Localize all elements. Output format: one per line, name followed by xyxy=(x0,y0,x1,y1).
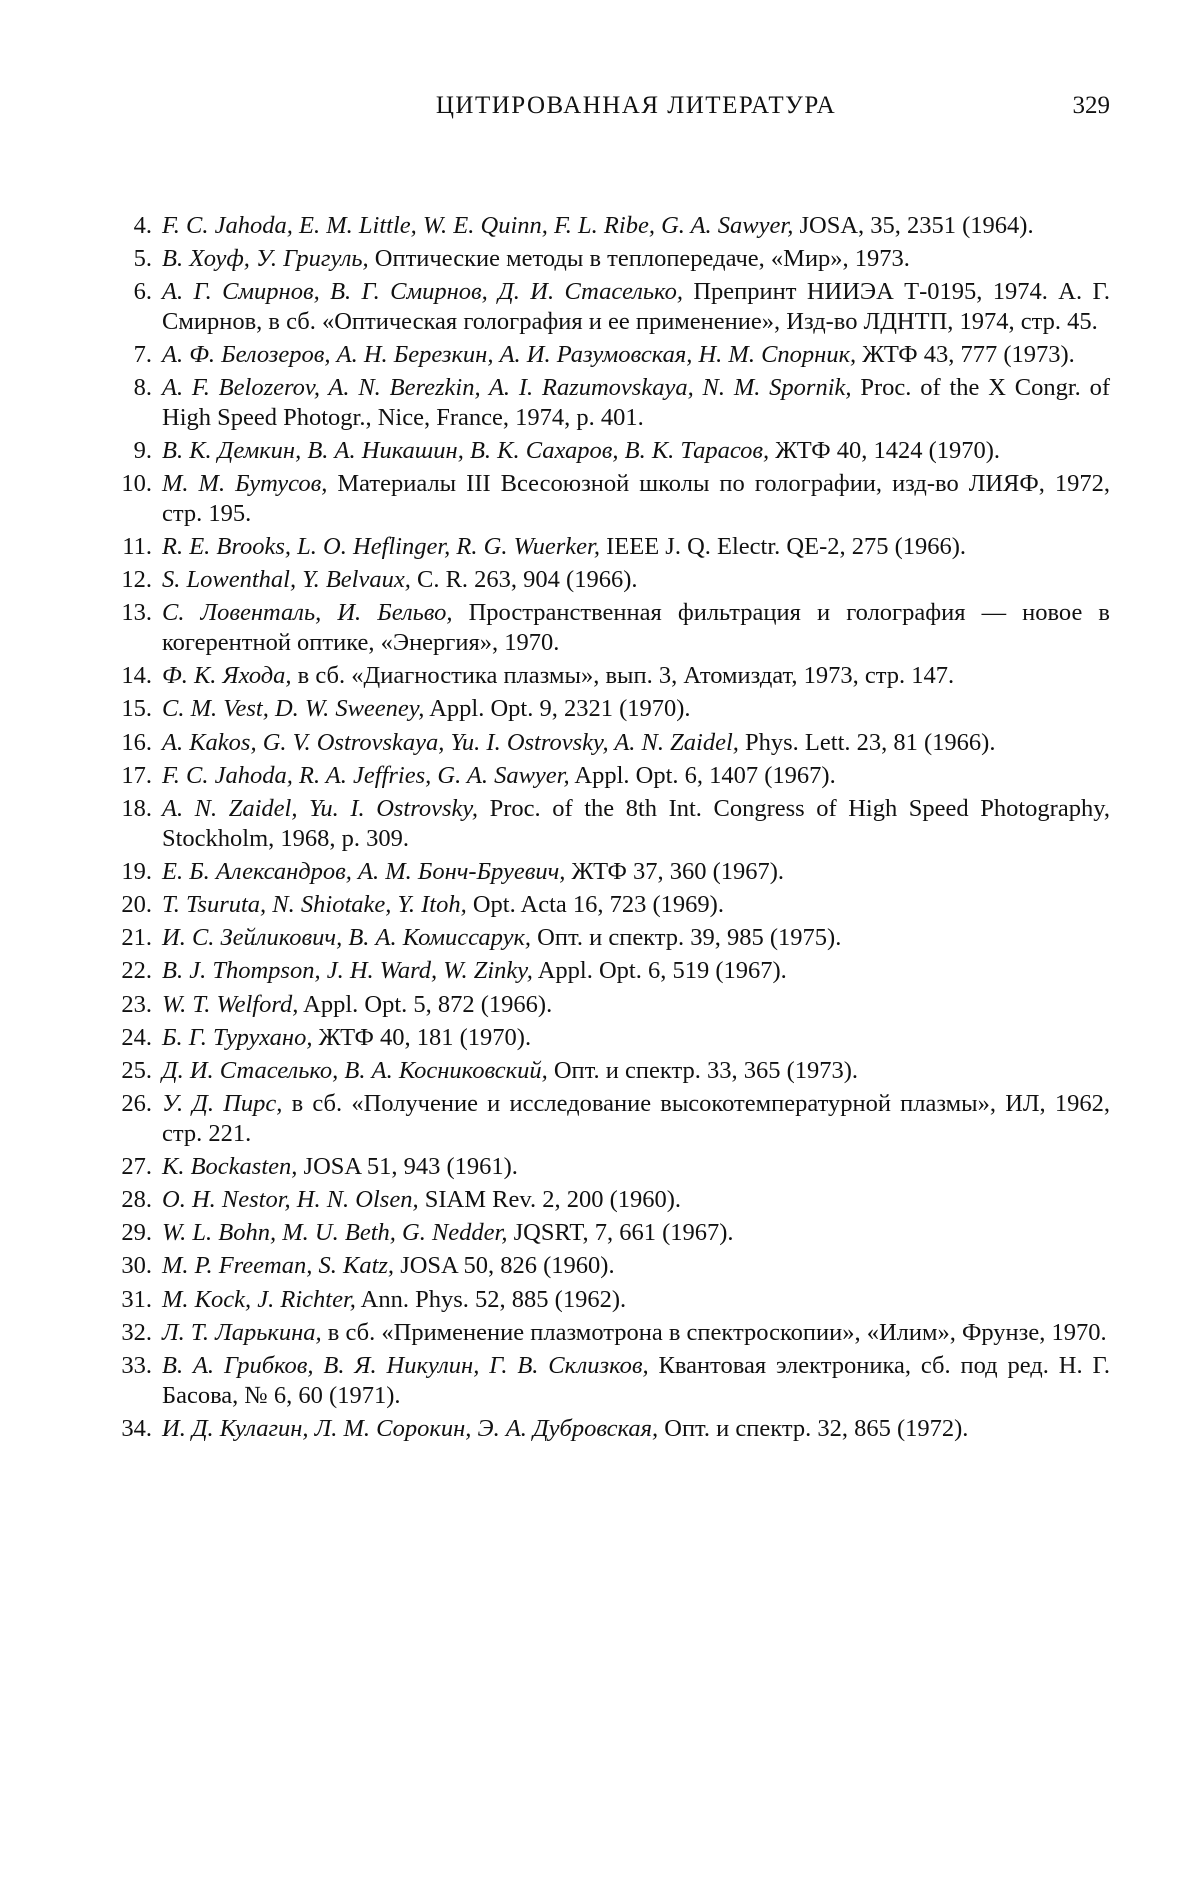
reference-number: 24. xyxy=(121,1023,152,1051)
reference-number: 19. xyxy=(121,857,152,885)
reference-source: ЖТФ 43, 777 (1973). xyxy=(856,341,1075,369)
reference-source: Препринт НИИЭА Т-0195, 1974. А. Г. Смирнов, в сб. «Оптическая голография и ее применение», Изд-во ЛДНТП, 1974, стр. 45. xyxy=(162,278,1110,335)
page-number: 329 xyxy=(1072,92,1110,119)
reference-authors: S. Lowenthal, Y. Belvaux, xyxy=(162,566,411,594)
reference-authors: A. Kakos, G. V. Ostrovskaya, Yu. I. Ostrovsky, A. N. Zaidel, xyxy=(162,728,739,756)
reference-text xyxy=(162,662,954,689)
reference-item xyxy=(100,1056,1110,1086)
reference-authors: С. Ловенталь, И. Бельво, xyxy=(162,599,453,627)
reference-text xyxy=(162,212,1034,239)
reference-item xyxy=(100,469,1110,528)
reference-number: 16. xyxy=(121,728,152,756)
reference-text xyxy=(162,341,1075,368)
reference-number: 6. xyxy=(133,278,152,306)
reference-item xyxy=(100,990,1110,1020)
reference-item xyxy=(100,565,1110,595)
reference-item xyxy=(100,1218,1110,1248)
reference-number: 9. xyxy=(133,437,152,465)
reference-text xyxy=(162,762,836,789)
reference-number: 4. xyxy=(133,212,152,239)
reference-list xyxy=(100,211,1110,1447)
reference-item xyxy=(100,436,1110,466)
reference-text xyxy=(162,533,966,560)
reference-text xyxy=(162,924,841,951)
reference-text xyxy=(162,795,1110,852)
reference-authors: A. F. Belozerov, A. N. Berezkin, A. I. Razumovskaya, N. M. Spornik, xyxy=(162,374,852,402)
reference-item xyxy=(100,277,1110,336)
reference-authors: Ф. К. Яхода, xyxy=(162,662,292,690)
reference-source: C. R. 263, 904 (1966). xyxy=(410,566,638,594)
reference-source: Appl. Opt. 9, 2321 (1970). xyxy=(424,695,691,723)
reference-authors: И. Д. Кулагин, Л. М. Сорокин, Э. А. Дубровская, xyxy=(162,1414,659,1442)
reference-text xyxy=(162,1153,518,1180)
reference-authors: T. Tsuruta, N. Shiotake, Y. Itoh, xyxy=(162,890,467,918)
reference-source: Квантовая электроника, сб. под ред. Н. Г. Басова, № 6, 60 (1971). xyxy=(162,1352,1110,1409)
reference-number: 5. xyxy=(133,245,152,273)
reference-number: 28. xyxy=(121,1186,152,1214)
reference-item xyxy=(100,1318,1110,1348)
reference-source: в сб. «Диагностика плазмы», вып. 3, Атомиздат, 1973, стр. 147. xyxy=(291,662,955,690)
reference-item xyxy=(100,694,1110,724)
reference-number: 18. xyxy=(121,795,152,822)
reference-text xyxy=(162,695,691,722)
reference-text xyxy=(162,599,1110,656)
reference-item xyxy=(100,1185,1110,1215)
reference-item xyxy=(100,1251,1110,1281)
reference-text xyxy=(162,1219,734,1246)
reference-item xyxy=(100,794,1110,853)
reference-authors: Б. Г. Турухано, xyxy=(162,1023,313,1051)
reference-number: 12. xyxy=(121,566,152,594)
reference-number: 15. xyxy=(121,695,152,723)
reference-source: Опт. и спектр. 33, 365 (1973). xyxy=(547,1056,859,1084)
reference-item xyxy=(100,661,1110,691)
reference-authors: M. Kock, J. Richter, xyxy=(162,1285,356,1313)
reference-number: 32. xyxy=(121,1318,152,1346)
reference-number: 33. xyxy=(121,1352,152,1379)
reference-source: IEEE J. Q. Electr. QE-2, 275 (1966). xyxy=(600,533,967,561)
reference-number: 31. xyxy=(121,1285,152,1313)
reference-item xyxy=(100,956,1110,986)
reference-text xyxy=(162,1352,1110,1409)
reference-item xyxy=(100,761,1110,791)
reference-source: Proc. of the X Congr. of High Speed Photogr., Nice, France, 1974, p. 401. xyxy=(162,374,1110,431)
reference-source: SIAM Rev. 2, 200 (1960). xyxy=(418,1186,682,1214)
reference-item xyxy=(100,1152,1110,1182)
reference-number: 25. xyxy=(121,1056,152,1084)
reference-text xyxy=(162,374,1110,431)
reference-authors: O. H. Nestor, H. N. Olsen, xyxy=(162,1186,419,1214)
reference-item xyxy=(100,728,1110,758)
reference-number: 14. xyxy=(121,662,152,690)
reference-source: JOSA, 35, 2351 (1964). xyxy=(793,212,1034,239)
reference-authors: W. T. Welford, xyxy=(162,990,299,1018)
reference-authors: A. N. Zaidel, Yu. I. Ostrovsky, xyxy=(162,795,479,822)
reference-source: Phys. Lett. 23, 81 (1966). xyxy=(738,728,996,756)
reference-text xyxy=(162,1252,615,1279)
reference-text xyxy=(162,891,724,918)
reference-authors: А. Г. Смирнов, В. Г. Смирнов, Д. И. Стаселько, xyxy=(162,278,683,306)
reference-source: в сб. «Применение плазмотрона в спектроскопии», «Илим», Фрунзе, 1970. xyxy=(321,1318,1107,1346)
reference-item xyxy=(100,244,1110,274)
reference-source: Appl. Opt. 5, 872 (1966). xyxy=(298,990,553,1018)
reference-source: JQSRT, 7, 661 (1967). xyxy=(507,1219,734,1247)
reference-text xyxy=(162,1090,1110,1147)
reference-text xyxy=(162,957,787,984)
reference-authors: Л. Т. Ларькина, xyxy=(162,1318,322,1346)
reference-authors: W. L. Bohn, M. U. Beth, G. Nedder, xyxy=(162,1219,508,1247)
reference-authors: R. E. Brooks, L. O. Heflinger, R. G. Wuerker, xyxy=(162,533,600,561)
reference-text xyxy=(162,566,637,593)
reference-authors: У. Д. Пирс, xyxy=(162,1090,283,1118)
reference-authors: F. C. Jahoda, E. M. Little, W. E. Quinn, F. L. Ribe, G. A. Sawyer, xyxy=(162,212,794,239)
page-header xyxy=(162,92,1110,128)
reference-number: 21. xyxy=(121,924,152,952)
reference-item xyxy=(100,857,1110,887)
reference-number: 29. xyxy=(121,1219,152,1247)
reference-text xyxy=(162,470,1110,527)
reference-text xyxy=(162,1024,531,1051)
reference-item xyxy=(100,923,1110,953)
reference-source: Опт. и спектр. 32, 865 (1972). xyxy=(658,1414,969,1442)
reference-item xyxy=(100,340,1110,370)
reference-item xyxy=(100,211,1110,241)
reference-text xyxy=(162,1286,626,1313)
reference-authors: Е. Б. Александров, А. М. Бонч-Бруевич, xyxy=(162,857,566,885)
reference-authors: В. К. Демкин, В. А. Никашин, В. К. Сахаров, В. К. Тарасов, xyxy=(162,437,770,465)
reference-source: JOSA 51, 943 (1961). xyxy=(297,1152,518,1180)
reference-number: 30. xyxy=(121,1252,152,1280)
reference-item xyxy=(100,1023,1110,1053)
reference-number: 7. xyxy=(133,341,152,369)
reference-authors: А. Ф. Белозеров, А. Н. Березкин, А. И. Разумовская, Н. М. Спорник, xyxy=(162,341,857,369)
reference-item xyxy=(100,890,1110,920)
reference-authors: Д. И. Стаселько, В. А. Косниковский, xyxy=(162,1056,548,1084)
reference-item xyxy=(100,1351,1110,1410)
reference-source: Appl. Opt. 6, 519 (1967). xyxy=(532,957,787,985)
reference-source: Proc. of the 8th Int. Congress of High Speed Photography, Stockholm, 1968, p. 309. xyxy=(162,795,1110,852)
reference-text xyxy=(162,437,1000,464)
reference-text xyxy=(162,858,784,885)
running-head: ЦИТИРОВАННАЯ ЛИТЕРАТУРА xyxy=(435,92,837,119)
reference-item xyxy=(100,1089,1110,1148)
reference-number: 11. xyxy=(122,533,152,561)
reference-authors: В. Хоуф, У. Григуль, xyxy=(162,245,369,273)
reference-authors: М. М. Бутусов, xyxy=(162,470,328,498)
reference-text xyxy=(162,991,552,1018)
reference-source: ЖТФ 37, 360 (1967). xyxy=(565,857,785,885)
reference-text xyxy=(162,1057,858,1084)
reference-authors: F. C. Jahoda, R. A. Jeffries, G. A. Sawyer, xyxy=(162,761,570,789)
reference-source: Ann. Phys. 52, 885 (1962). xyxy=(355,1285,627,1313)
reference-authors: В. А. Грибков, В. Я. Никулин, Г. В. Склизков, xyxy=(162,1352,649,1379)
reference-item xyxy=(100,598,1110,657)
reference-number: 8. xyxy=(133,374,152,402)
reference-number: 27. xyxy=(121,1152,152,1180)
reference-item xyxy=(100,1285,1110,1315)
reference-source: Опт. и спектр. 39, 985 (1975). xyxy=(531,924,842,952)
reference-source: Пространственная фильтрация и голография — новое в когерентной оптике, «Энергия», 1970. xyxy=(162,599,1110,657)
reference-source: Оптические методы в теплопередаче, «Мир», 1973. xyxy=(368,245,910,273)
reference-source: в сб. «Получение и исследование высокотемпературной плазмы», ИЛ, 1962, стр. 221. xyxy=(162,1090,1110,1147)
reference-authors: M. P. Freeman, S. Katz, xyxy=(162,1252,395,1280)
reference-authors: K. Bockasten, xyxy=(162,1152,298,1180)
reference-number: 26. xyxy=(121,1090,152,1118)
reference-item xyxy=(100,1414,1110,1444)
reference-source: Appl. Opt. 6, 1407 (1967). xyxy=(569,761,836,789)
reference-number: 13. xyxy=(121,599,152,627)
reference-text xyxy=(162,1186,681,1213)
reference-source: Материалы III Всесоюзной школы по голографии, изд-во ЛИЯФ, 1972, стр. 195. xyxy=(162,470,1110,527)
reference-number: 22. xyxy=(121,957,152,985)
reference-text xyxy=(162,278,1110,335)
reference-source: ЖТФ 40, 1424 (1970). xyxy=(769,437,1001,465)
reference-number: 23. xyxy=(121,990,152,1018)
reference-item xyxy=(100,532,1110,562)
reference-authors: B. J. Thompson, J. H. Ward, W. Zinky, xyxy=(162,957,533,985)
reference-item xyxy=(100,373,1110,432)
reference-number: 17. xyxy=(121,761,152,789)
reference-number: 10. xyxy=(121,470,152,498)
reference-number: 20. xyxy=(121,890,152,918)
reference-text xyxy=(162,245,910,272)
reference-authors: C. M. Vest, D. W. Sweeney, xyxy=(162,695,425,723)
reference-number: 34. xyxy=(121,1414,152,1442)
reference-source: ЖТФ 40, 181 (1970). xyxy=(312,1023,532,1051)
reference-text xyxy=(162,729,995,756)
reference-source: Opt. Acta 16, 723 (1969). xyxy=(466,890,724,918)
reference-authors: И. С. Зейликович, В. А. Комиссарук, xyxy=(162,924,532,952)
reference-text xyxy=(162,1319,1107,1346)
reference-text xyxy=(162,1415,968,1442)
reference-source: JOSA 50, 826 (1960). xyxy=(394,1252,615,1280)
